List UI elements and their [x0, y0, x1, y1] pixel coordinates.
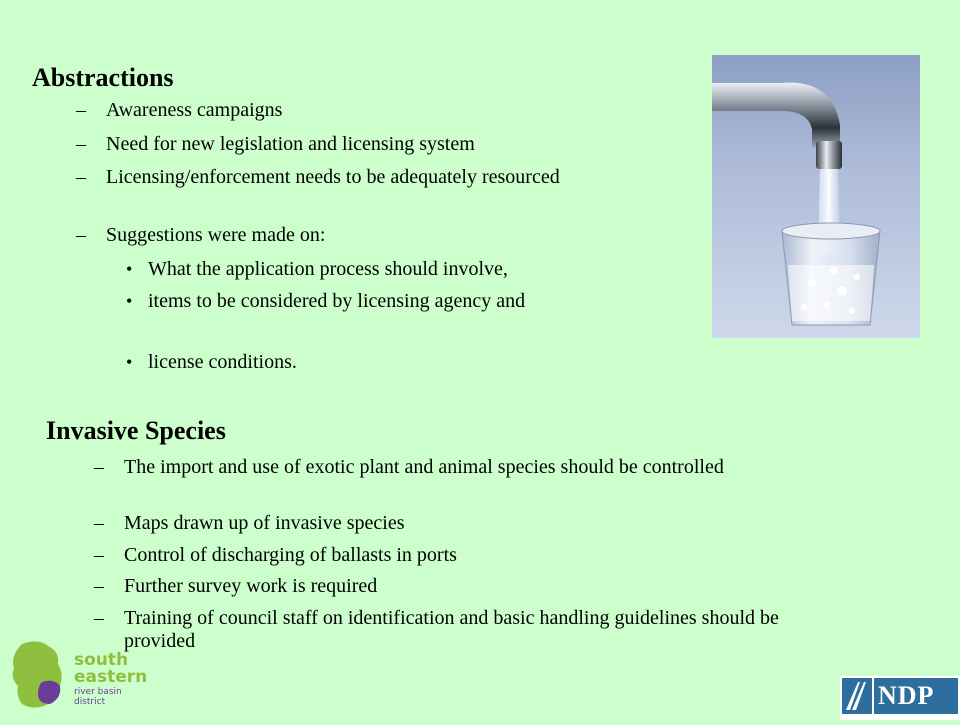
invasive-item: – Control of discharging of ballasts in ports: [94, 544, 457, 566]
abstractions-item: – Suggestions were made on:: [76, 224, 326, 246]
dash-marker: –: [94, 544, 104, 566]
abstractions-bullet: • items to be considered by licensing agency and: [126, 290, 526, 312]
dash-marker: –: [94, 575, 104, 597]
dash-marker: –: [76, 166, 86, 188]
dash-marker: –: [76, 224, 86, 246]
invasive-item: – Further survey work is required: [94, 575, 378, 597]
bullet-marker: •: [126, 291, 133, 311]
bullet-marker: •: [126, 259, 133, 279]
tap-water-illustration: [712, 55, 920, 338]
dash-marker: –: [76, 133, 86, 155]
ndp-logo-text: NDP: [878, 681, 935, 710]
abstractions-heading: Abstractions: [32, 63, 174, 92]
ndp-logo: [840, 676, 960, 720]
invasive-item: – Maps drawn up of invasive species: [94, 512, 405, 534]
abstractions-item: – Need for new legislation and licensing system: [76, 133, 475, 155]
abstractions-item: – Licensing/enforcement needs to be adequately resourced: [76, 166, 560, 188]
south-eastern-rbd-logo: [8, 638, 150, 712]
dash-marker: –: [94, 456, 104, 478]
logo-text-district: river basin district: [74, 687, 122, 707]
dash-marker: –: [94, 607, 104, 629]
dash-marker: –: [76, 99, 86, 121]
bullet-marker: •: [126, 352, 133, 372]
logo-text-eastern: eastern: [74, 667, 148, 687]
tap-water-photo: [712, 55, 920, 338]
abstractions-bullet: • license conditions.: [126, 351, 297, 373]
invasive-item: – The import and use of exotic plant and animal species should be controlled: [94, 456, 724, 478]
abstractions-item: – Awareness campaigns: [76, 99, 283, 121]
invasive-species-heading: Invasive Species: [46, 416, 226, 445]
invasive-item: – Training of council staff on identification and basic handling guidelines should be provided: [94, 607, 779, 652]
abstractions-bullet: • What the application process should involve,: [126, 258, 508, 280]
logo-text-south: south: [74, 650, 129, 670]
dash-marker: –: [94, 512, 104, 534]
